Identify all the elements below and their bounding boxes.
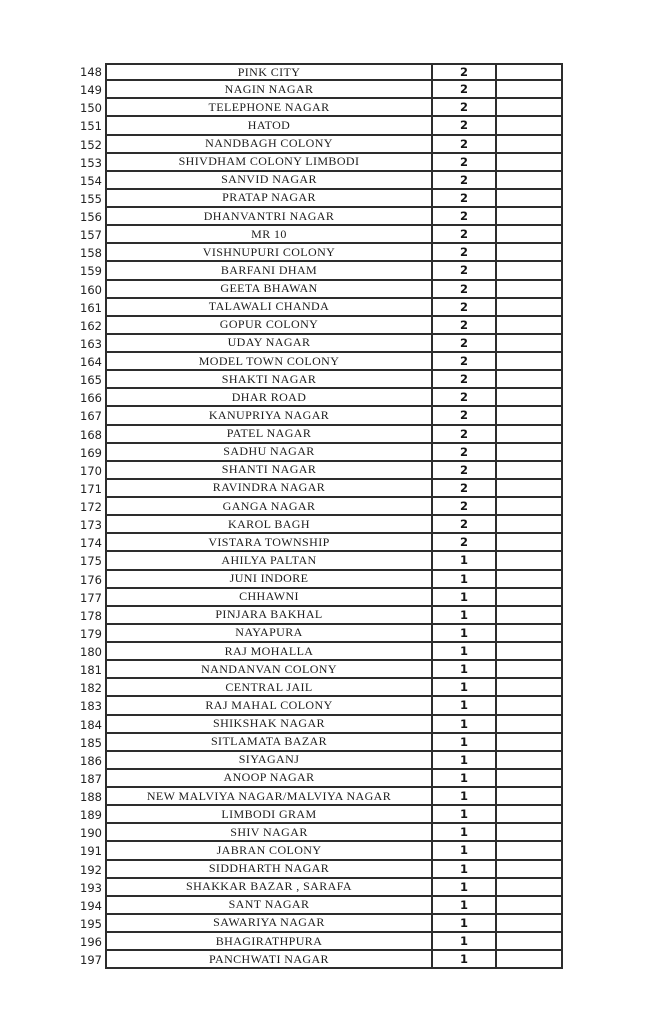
table-row [75,879,563,897]
area-name: AHILYA PALTAN [105,552,433,570]
blank-cell [497,444,563,462]
count-value: 2 [433,262,497,280]
blank-cell [497,426,563,444]
count-value: 1 [433,643,497,661]
row-number: 149 [80,83,102,98]
table-row [75,480,563,498]
row-number: 197 [80,953,102,968]
table-row [75,571,563,589]
blank-cell [497,281,563,299]
area-name: TELEPHONE NAGAR [105,99,433,117]
row-number: 173 [80,518,102,533]
row-number: 176 [80,572,102,587]
row-number: 174 [80,536,102,551]
table-row [75,643,563,661]
row-number: 184 [80,717,102,732]
blank-cell [497,534,563,552]
row-number: 188 [80,790,102,805]
blank-cell [497,788,563,806]
table-row [75,697,563,715]
area-name: NAGIN NAGAR [105,81,433,99]
row-number: 154 [80,173,102,188]
blank-cell [497,824,563,842]
count-value: 1 [433,734,497,752]
area-name: PINK CITY [105,63,433,81]
table-row [75,299,563,317]
row-number: 177 [80,590,102,605]
blank-cell [497,589,563,607]
table-row [75,172,563,190]
area-name: UDAY NAGAR [105,335,433,353]
area-name: GEETA BHAWAN [105,281,433,299]
row-number: 170 [80,463,102,478]
row-number: 150 [80,101,102,116]
row-number: 186 [80,753,102,768]
row-number: 172 [80,500,102,515]
blank-cell [497,117,563,135]
table-row [75,734,563,752]
table-row [75,661,563,679]
table-row [75,679,563,697]
count-value: 2 [433,353,497,371]
count-value: 2 [433,407,497,425]
area-name: NANDANVAN COLONY [105,661,433,679]
blank-cell [497,299,563,317]
blank-cell [497,480,563,498]
table-row [75,389,563,407]
area-name: TALAWALI CHANDA [105,299,433,317]
area-name: KANUPRIYA NAGAR [105,407,433,425]
count-value: 2 [433,462,497,480]
area-name: SHAKTI NAGAR [105,371,433,389]
count-value: 1 [433,861,497,879]
table-row [75,426,563,444]
table-row [75,226,563,244]
area-name: JUNI INDORE [105,571,433,589]
blank-cell [497,625,563,643]
table-row [75,516,563,534]
count-value: 2 [433,534,497,552]
row-number: 164 [80,355,102,370]
blank-cell [497,190,563,208]
blank-cell [497,99,563,117]
blank-cell [497,842,563,860]
area-name: NAYAPURA [105,625,433,643]
count-value: 1 [433,571,497,589]
area-name: JABRAN COLONY [105,842,433,860]
row-number: 175 [80,554,102,569]
area-name: SITLAMATA BAZAR [105,734,433,752]
table-row [75,117,563,135]
table-row [75,824,563,842]
areas-table [75,63,563,969]
table-row [75,607,563,625]
table-row [75,534,563,552]
blank-cell [497,172,563,190]
table-row [75,752,563,770]
row-number: 183 [80,699,102,714]
table-row [75,589,563,607]
table-row [75,716,563,734]
area-name: MODEL TOWN COLONY [105,353,433,371]
area-name: PRATAP NAGAR [105,190,433,208]
blank-cell [497,552,563,570]
row-number: 191 [80,844,102,859]
row-number: 182 [80,681,102,696]
blank-cell [497,516,563,534]
table-row [75,244,563,262]
row-number: 148 [80,65,102,80]
area-name: SIDDHARTH NAGAR [105,861,433,879]
area-name: DHANVANTRI NAGAR [105,208,433,226]
area-name: SHIVDHAM COLONY LIMBODI [105,154,433,172]
row-number: 153 [80,155,102,170]
row-number: 167 [80,409,102,424]
count-value: 1 [433,607,497,625]
blank-cell [497,262,563,280]
area-name: SAWARIYA NAGAR [105,915,433,933]
count-value: 2 [433,63,497,81]
row-number: 168 [80,427,102,442]
count-value: 1 [433,661,497,679]
count-value: 1 [433,933,497,951]
count-value: 2 [433,136,497,154]
row-number: 185 [80,735,102,750]
area-name: HATOD [105,117,433,135]
row-number: 169 [80,445,102,460]
row-number: 181 [80,663,102,678]
row-number: 166 [80,391,102,406]
blank-cell [497,244,563,262]
count-value: 2 [433,299,497,317]
count-value: 2 [433,99,497,117]
blank-cell [497,734,563,752]
count-value: 1 [433,879,497,897]
table-row [75,407,563,425]
table-row [75,317,563,335]
count-value: 2 [433,480,497,498]
row-number: 190 [80,826,102,841]
table-row [75,81,563,99]
table-row [75,208,563,226]
table-row [75,861,563,879]
row-number: 179 [80,626,102,641]
row-number: 187 [80,771,102,786]
blank-cell [497,951,563,969]
area-name: LIMBODI GRAM [105,806,433,824]
area-name: SHANTI NAGAR [105,462,433,480]
area-name: RAVINDRA NAGAR [105,480,433,498]
count-value: 2 [433,516,497,534]
table-row [75,552,563,570]
blank-cell [497,879,563,897]
blank-cell [497,371,563,389]
blank-cell [497,462,563,480]
row-number: 178 [80,608,102,623]
blank-cell [497,335,563,353]
table-row [75,625,563,643]
blank-cell [497,806,563,824]
table-row [75,842,563,860]
count-value: 2 [433,226,497,244]
count-value: 2 [433,498,497,516]
count-value: 1 [433,679,497,697]
count-value: 1 [433,589,497,607]
count-value: 2 [433,335,497,353]
row-number: 192 [80,862,102,877]
table-row [75,933,563,951]
table-row [75,136,563,154]
row-number: 155 [80,191,102,206]
table-row [75,951,563,969]
area-name: PINJARA BAKHAL [105,607,433,625]
count-value: 2 [433,190,497,208]
count-value: 1 [433,716,497,734]
table-row [75,462,563,480]
row-number: 156 [80,210,102,225]
row-number: 195 [80,916,102,931]
area-name: SHIV NAGAR [105,824,433,842]
table-row [75,63,563,81]
count-value: 1 [433,951,497,969]
table-row [75,353,563,371]
count-value: 2 [433,81,497,99]
area-name: GOPUR COLONY [105,317,433,335]
table-row [75,262,563,280]
blank-cell [497,317,563,335]
blank-cell [497,353,563,371]
row-number: 159 [80,264,102,279]
blank-cell [497,933,563,951]
blank-cell [497,752,563,770]
row-number: 194 [80,898,102,913]
count-value: 1 [433,806,497,824]
blank-cell [497,607,563,625]
count-value: 1 [433,788,497,806]
table-row [75,335,563,353]
blank-cell [497,226,563,244]
table-row [75,444,563,462]
count-value: 1 [433,842,497,860]
count-value: 1 [433,897,497,915]
count-value: 1 [433,770,497,788]
count-value: 1 [433,552,497,570]
area-name: ANOOP NAGAR [105,770,433,788]
blank-cell [497,643,563,661]
blank-cell [497,63,563,81]
area-name: SANVID NAGAR [105,172,433,190]
blank-cell [497,81,563,99]
count-value: 2 [433,208,497,226]
table-row [75,806,563,824]
area-name: PATEL NAGAR [105,426,433,444]
blank-cell [497,389,563,407]
count-value: 1 [433,824,497,842]
area-name: VISHNUPURI COLONY [105,244,433,262]
area-name: SHAKKAR BAZAR , SARAFA [105,879,433,897]
row-number: 162 [80,318,102,333]
row-number: 152 [80,137,102,152]
blank-cell [497,154,563,172]
blank-cell [497,208,563,226]
blank-cell [497,861,563,879]
count-value: 1 [433,697,497,715]
row-number: 158 [80,246,102,261]
row-number: 163 [80,336,102,351]
area-name: SIYAGANJ [105,752,433,770]
area-name: SANT NAGAR [105,897,433,915]
blank-cell [497,697,563,715]
area-name: CHHAWNI [105,589,433,607]
table-row [75,897,563,915]
count-value: 2 [433,317,497,335]
row-number: 157 [80,228,102,243]
blank-cell [497,571,563,589]
area-name: KAROL BAGH [105,516,433,534]
count-value: 2 [433,172,497,190]
count-value: 2 [433,244,497,262]
area-name: VISTARA TOWNSHIP [105,534,433,552]
count-value: 2 [433,371,497,389]
blank-cell [497,407,563,425]
table-row [75,498,563,516]
table-row [75,154,563,172]
row-number: 180 [80,645,102,660]
area-name: CENTRAL JAIL [105,679,433,697]
count-value: 2 [433,426,497,444]
row-number: 171 [80,481,102,496]
blank-cell [497,661,563,679]
table-row [75,190,563,208]
blank-cell [497,897,563,915]
area-name: DHAR ROAD [105,389,433,407]
count-value: 2 [433,154,497,172]
blank-cell [497,915,563,933]
area-name: MR 10 [105,226,433,244]
area-name: SHIKSHAK NAGAR [105,716,433,734]
table-row [75,371,563,389]
table-row [75,99,563,117]
blank-cell [497,679,563,697]
row-number: 193 [80,880,102,895]
count-value: 1 [433,915,497,933]
area-name: RAJ MOHALLA [105,643,433,661]
table-row [75,770,563,788]
count-value: 2 [433,444,497,462]
count-value: 2 [433,389,497,407]
row-number: 161 [80,300,102,315]
area-name: BHAGIRATHPURA [105,933,433,951]
blank-cell [497,770,563,788]
area-name: PANCHWATI NAGAR [105,951,433,969]
count-value: 1 [433,625,497,643]
area-name: GANGA NAGAR [105,498,433,516]
area-name: BARFANI DHAM [105,262,433,280]
row-number: 151 [80,119,102,134]
table-row [75,915,563,933]
blank-cell [497,498,563,516]
area-name: NEW MALVIYA NAGAR/MALVIYA NAGAR [105,788,433,806]
area-name: NANDBAGH COLONY [105,136,433,154]
count-value: 1 [433,752,497,770]
row-number: 160 [80,282,102,297]
area-name: RAJ MAHAL COLONY [105,697,433,715]
row-number: 189 [80,808,102,823]
count-value: 2 [433,281,497,299]
area-name: SADHU NAGAR [105,444,433,462]
row-number: 196 [80,935,102,950]
table-row [75,788,563,806]
row-number: 165 [80,373,102,388]
count-value: 2 [433,117,497,135]
blank-cell [497,136,563,154]
blank-cell [497,716,563,734]
table-row [75,281,563,299]
